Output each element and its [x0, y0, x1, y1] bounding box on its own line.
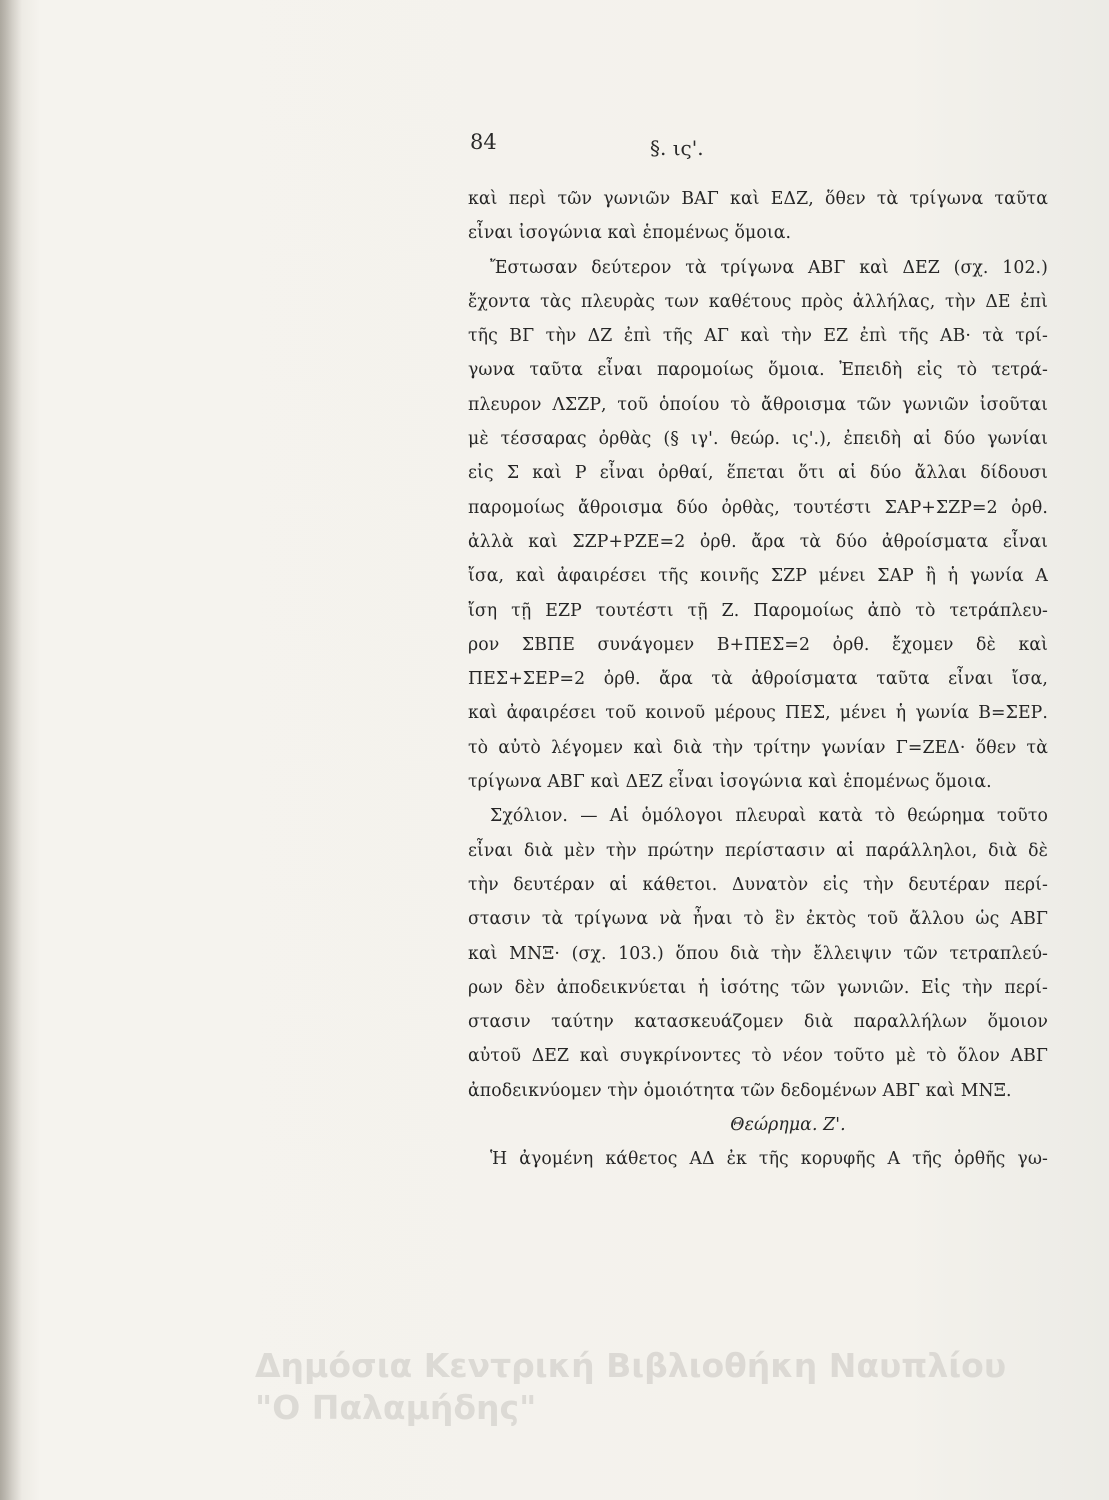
text-line: στασιν ταύτην κατασκευάζομεν διὰ παραλλήλων ὅμοιον	[468, 1012, 1048, 1033]
text-line: εἶναι διὰ μὲν τὴν πρώτην περίστασιν αἱ παράλληλοι, διὰ δὲ	[468, 840, 1048, 861]
text-line: στασιν τὰ τρίγωνα νὰ ἦναι τὸ ἓν ἐκτὸς τοῦ ἄλλου ὡς ΑΒΓ	[468, 909, 1048, 930]
text-line: Ἡ ἀγομένη κάθετος ΑΔ ἐκ τῆς κορυφῆς Α τῆς ὀρθῆς γω-	[490, 1149, 1048, 1170]
text-line: πλευρον ΛΣΖΡ, τοῦ ὁποίου τὸ ἄθροισμα τῶν γωνιῶν ἰσοῦται	[468, 394, 1048, 415]
text-line: καὶ περὶ τῶν γωνιῶν ΒΑΓ καὶ ΕΔΖ, ὅθεν τὰ τρίγωνα ταῦτα	[468, 189, 1048, 209]
text-line: ἴσα, καὶ ἀφαιρέσει τῆς κοινῆς ΣΖΡ μένει ΣΑΡ ἢ ἡ γωνία Α	[468, 566, 1048, 587]
watermark-line-1: Δημόσια Κεντρική Βιβλιοθήκη Ναυπλίου	[255, 1346, 1007, 1385]
text-line: ρον ΣΒΠΕ συνάγομεν Β+ΠΕΣ=2 ὀρθ. ἔχομεν δὲ καὶ	[468, 634, 1048, 655]
library-watermark	[255, 1345, 1055, 1429]
text-line: γωνα ταῦτα εἶναι παρομοίως ὅμοια. Ἐπειδὴ εἰς τὸ τετρά-	[468, 360, 1048, 381]
text-line: τὴν δευτέραν αἱ κάθετοι. Δυνατὸν εἰς τὴν δευτέραν περί-	[468, 874, 1048, 895]
text-line: ἔχοντα τὰς πλευρὰς των καθέτους πρὸς ἀλλήλας, τὴν ΔΕ ἐπὶ	[468, 291, 1048, 312]
text-line: καὶ ἀφαιρέσει τοῦ κοινοῦ μέρους ΠΕΣ, μένει ἡ γωνία Β=ΣΕΡ.	[468, 703, 1048, 724]
page-number: 84	[470, 130, 497, 154]
text-line: ρων δὲν ἀποδεικνύεται ἡ ἰσότης τῶν γωνιῶν. Εἰς τὴν περί-	[468, 977, 1048, 998]
body-text	[468, 182, 1048, 1177]
text-line: εἰς Σ καὶ Ρ εἶναι ὀρθαί, ἕπεται ὅτι αἱ δύο ἄλλαι δίδουσι	[468, 463, 1048, 484]
text-line: Ἔστωσαν δεύτερον τὰ τρίγωνα ΑΒΓ καὶ ΔΕΖ (σχ. 102.)	[490, 257, 1048, 278]
section-mark: §. ις'.	[650, 136, 704, 160]
text-line: εἶναι ἰσογώνια καὶ ἑπομένως ὅμοια.	[468, 223, 792, 244]
page-edge-shadow	[0, 0, 22, 1500]
text-line: ΠΕΣ+ΣΕΡ=2 ὀρθ. ἄρα τὰ ἀθροίσματα ταῦτα εἶναι ἴσα,	[468, 669, 1048, 690]
text-line: τῆς ΒΓ τὴν ΔΖ ἐπὶ τῆς ΑΓ καὶ τὴν ΕΖ ἐπὶ τῆς ΑΒ· τὰ τρί-	[468, 326, 1048, 347]
text-line: μὲ τέσσαρας ὀρθὰς (§ ιγ'. θεώρ. ις'.), ἐπειδὴ αἱ δύο γωνίαι	[468, 429, 1048, 450]
text-line: τρίγωνα ΑΒΓ καὶ ΔΕΖ εἶναι ἰσογώνια καὶ ἑπομένως ὅμοια.	[468, 772, 992, 793]
text-line: ἀλλὰ καὶ ΣΖΡ+ΡΖΕ=2 ὀρθ. ἄρα τὰ δύο ἀθροίσματα εἶναι	[468, 531, 1048, 552]
text-line: ἀποδεικνύομεν τὴν ὁμοιότητα τῶν δεδομένων ΑΒΓ καὶ ΜΝΞ.	[468, 1080, 1012, 1101]
scholium-line: Σχόλιον. — Αἱ ὁμόλογοι πλευραὶ κατὰ τὸ θεώρημα τοῦτο	[490, 806, 1048, 827]
page-header	[470, 130, 830, 170]
text-line: ἴση τῇ ΕΖΡ τουτέστι τῇ Ζ. Παρομοίως ἀπὸ τὸ τετράπλευ-	[468, 600, 1048, 621]
text-line: καὶ ΜΝΞ· (σχ. 103.) ὅπου διὰ τὴν ἔλλειψιν τῶν τετραπλεύ-	[468, 943, 1048, 964]
theorem-heading: Θεώρημα. Ζ'.	[730, 1115, 846, 1136]
text-line: παρομοίως ἄθροισμα δύο ὀρθὰς, τουτέστι ΣΑΡ+ΣΖΡ=2 ὀρθ.	[468, 497, 1048, 518]
watermark-line-2: "Ο Παλαμήδης"	[255, 1388, 537, 1427]
text-line: αὐτοῦ ΔΕΖ καὶ συγκρίνοντες τὸ νέον τοῦτο μὲ τὸ ὅλον ΑΒΓ	[468, 1046, 1048, 1067]
text-line: τὸ αὐτὸ λέγομεν καὶ διὰ τὴν τρίτην γωνίαν Γ=ΖΕΔ· ὅθεν τὰ	[468, 737, 1048, 758]
